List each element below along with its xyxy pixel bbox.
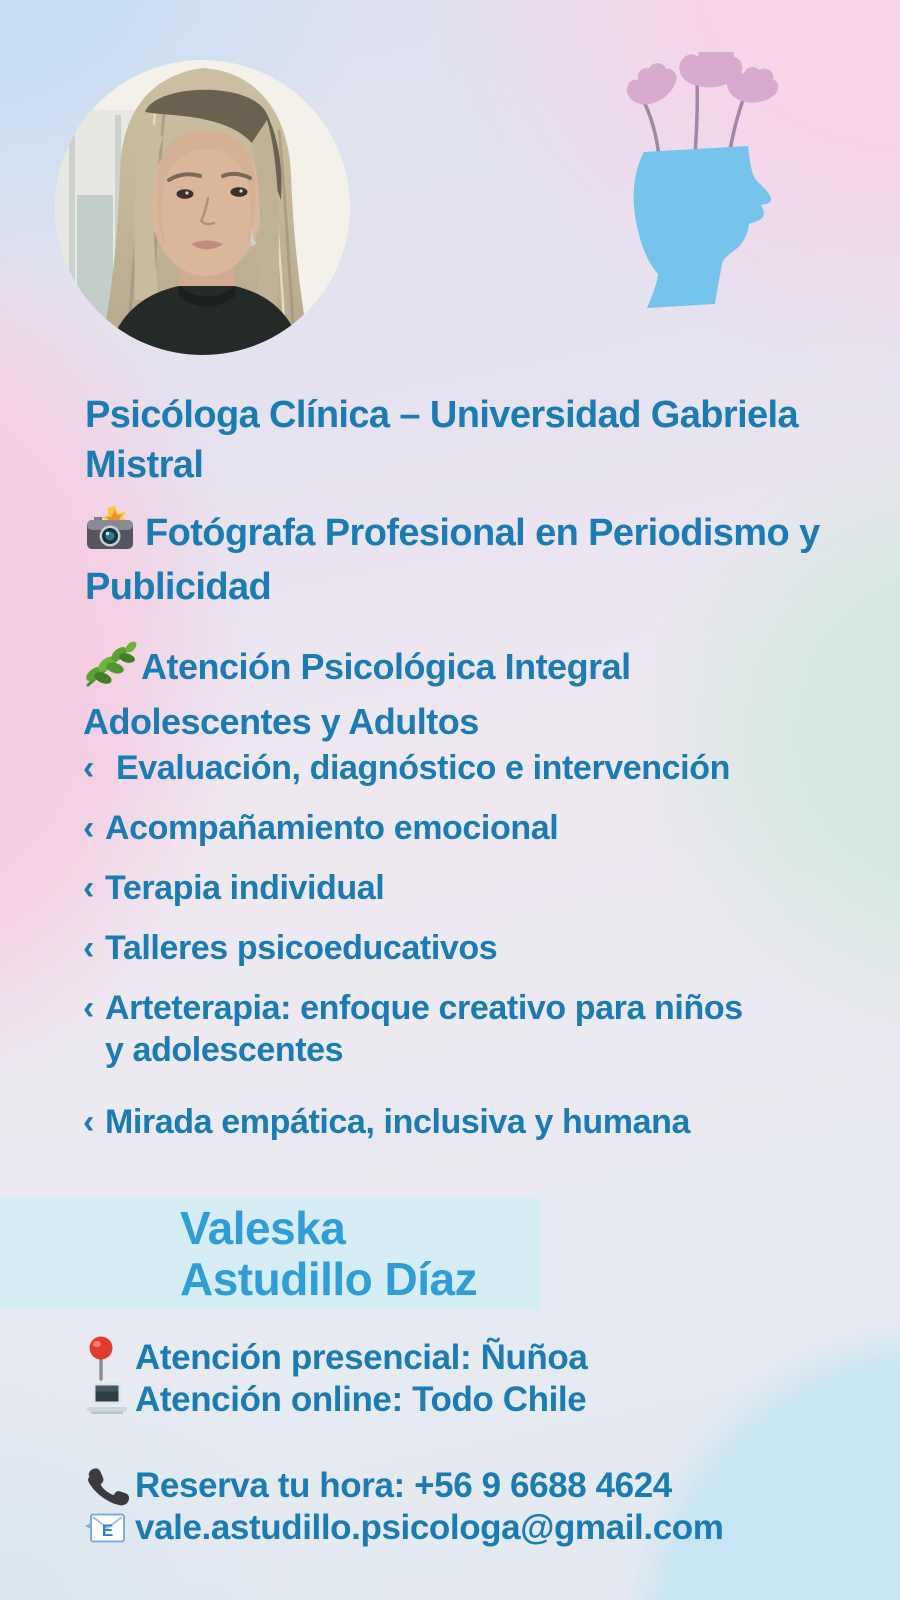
attention-presencial-text: Atención presencial: Ñuñoa: [135, 1338, 588, 1377]
list-item: [83, 867, 843, 909]
profile-photo-illustration: [55, 60, 350, 355]
list-item-text: Arteterapia: enfoque creativo para niños: [105, 989, 743, 1027]
services-heading-line1: Atención Psicológica Integral: [141, 646, 631, 687]
credential-degree-line1: Psicóloga Clínica – Universidad Gabriela: [85, 394, 799, 436]
phone-icon: [85, 1465, 135, 1507]
attention-online-text: Atención online: Todo Chile: [135, 1380, 587, 1419]
bullet-chevron: ‹: [83, 989, 94, 1027]
list-item: [83, 927, 843, 969]
phone-row: [85, 1466, 723, 1506]
services-heading: [83, 640, 783, 745]
list-item: [83, 987, 843, 1071]
attention-block: [85, 1338, 587, 1420]
phone-text: Reserva tu hora: +56 9 6688 4624: [135, 1466, 672, 1505]
services-heading-line2: Adolescentes y Adultos: [83, 701, 479, 742]
list-item-text: Evaluación, diagnóstico e intervención: [116, 749, 730, 787]
name-banner: [0, 1198, 541, 1310]
list-item: [83, 1101, 843, 1143]
list-item-text: Acompañamiento emocional: [105, 809, 559, 847]
bullet-chevron: ‹: [83, 809, 94, 847]
list-item: [83, 747, 843, 789]
bullet-chevron: ‹: [83, 749, 94, 787]
credential-degree-line2: Mistral: [85, 444, 204, 486]
services-list: [83, 747, 843, 1161]
booking-block: [85, 1466, 723, 1548]
laptop-icon: [85, 1381, 135, 1419]
svg-text:E: E: [101, 1521, 114, 1540]
email-icon: [85, 1513, 135, 1543]
credential-photo: [85, 506, 855, 611]
list-item-text: Mirada empática, inclusiva y humana: [105, 1103, 691, 1141]
profile-photo: [55, 60, 350, 355]
head-with-flowers-icon: [597, 52, 797, 314]
head-with-flowers-logo: [597, 52, 797, 314]
bullet-chevron: ‹: [83, 929, 94, 967]
person-first-name: Valeska: [180, 1202, 346, 1254]
list-item-text: Talleres psicoeducativos: [105, 929, 498, 967]
credential-degree: [85, 390, 845, 490]
pushpin-icon: [85, 1335, 135, 1381]
herb-icon: [83, 640, 137, 699]
list-item-text: Terapia individual: [105, 869, 385, 907]
credential-photo-line1: Fotógrafa Profesional en Periodismo y: [145, 512, 820, 554]
email-row: [85, 1508, 723, 1548]
list-item: [83, 807, 843, 849]
credential-photo-line2: Publicidad: [85, 566, 272, 608]
list-item-text-line2: y adolescentes: [105, 1031, 344, 1069]
person-name: [180, 1203, 477, 1305]
attention-presencial-row: [85, 1338, 587, 1378]
person-last-name: Astudillo Díaz: [180, 1253, 478, 1305]
bullet-chevron: ‹: [83, 869, 94, 907]
camera-flash-icon: [85, 506, 135, 564]
bullet-chevron: ‹: [83, 1103, 94, 1141]
attention-online-row: [85, 1380, 587, 1420]
email-text: vale.astudillo.psicologa@gmail.com: [135, 1508, 724, 1547]
